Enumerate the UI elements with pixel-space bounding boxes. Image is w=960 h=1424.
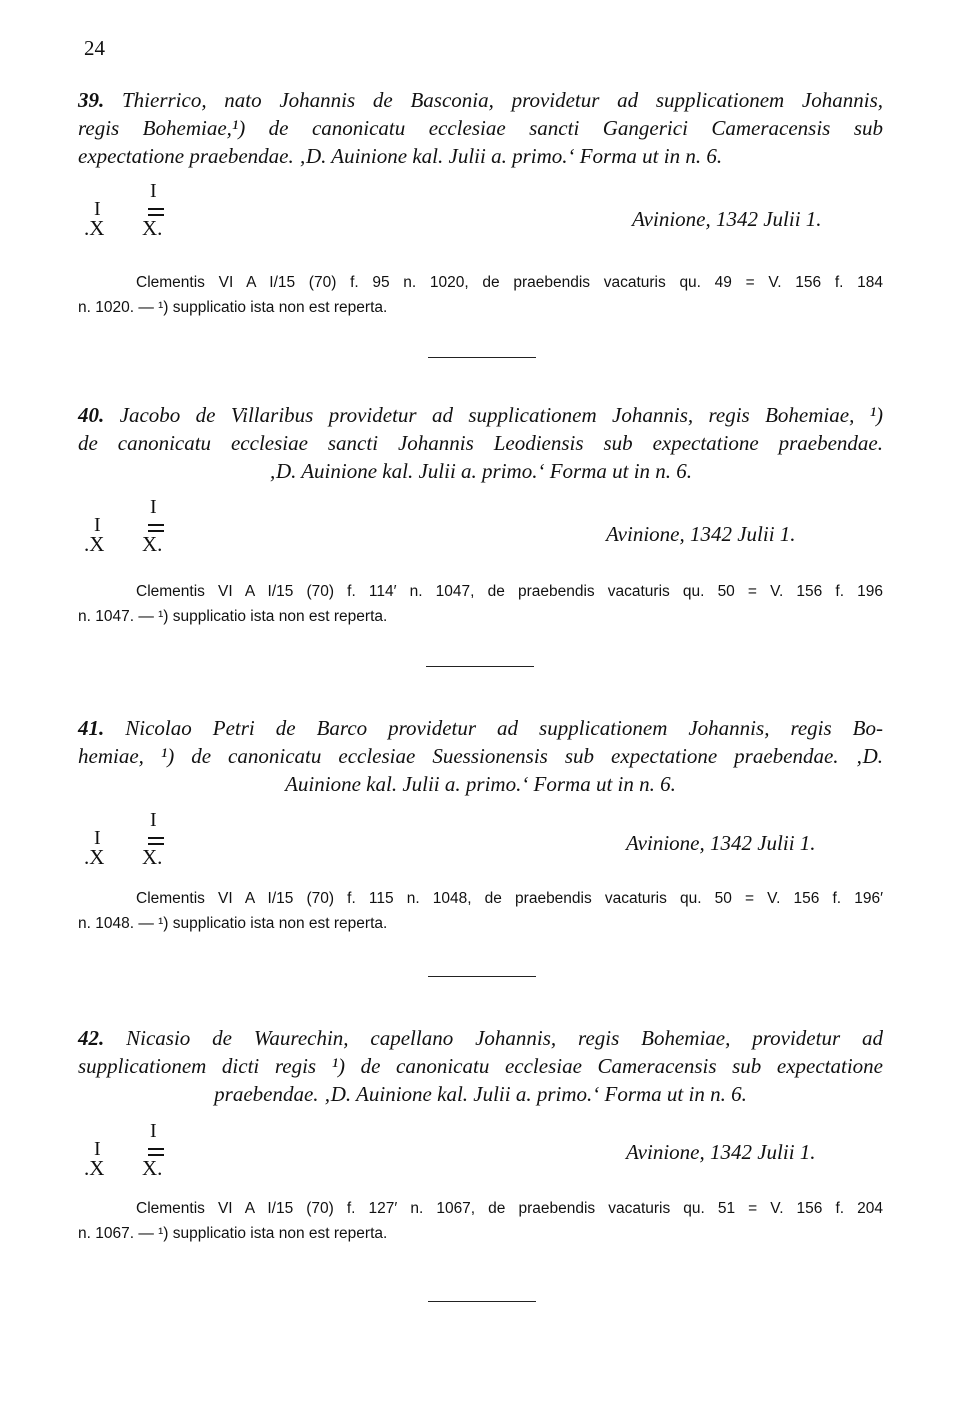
note-line: n. 1067. — ¹) supplicatio ista non est reperta. (78, 1225, 388, 1242)
registry-marks (84, 809, 194, 873)
note-line: Clementis VI A I/15 (70) f. 114′ n. 1047, de praebendis vacaturis qu. 50 = V. 156 f. 196 (136, 583, 883, 600)
entry-line: Auinione kal. Julii a. primo.‘ Forma ut in n. 6. (285, 772, 676, 796)
entry-line: hemiae, ¹) de canonicatu ecclesiae Suessionensis sub expectatione praebendae. ‚D. (78, 744, 883, 768)
page-number: 24 (84, 36, 105, 60)
entry-text (78, 86, 883, 170)
entry-number: 39. (78, 88, 105, 112)
entry-date: Avinione, 1342 Julii 1. (632, 207, 822, 231)
mark-top: I (150, 496, 157, 518)
double-rule-mark (148, 1148, 164, 1156)
mark-x-right: X. (142, 1156, 163, 1180)
mark-x-left: .X (84, 532, 105, 556)
mark-top: I (150, 809, 157, 831)
entry-date: Avinione, 1342 Julii 1. (626, 1140, 816, 1164)
entry-line: Nicasio de Waurechin, capellano Johannis, regis Bohemiae, providetur ad (126, 1026, 883, 1050)
entry-notes (78, 1196, 883, 1246)
entry-notes (78, 270, 883, 320)
entry-text (78, 714, 883, 798)
entry-41 (78, 714, 883, 798)
mark-x-right: X. (142, 532, 163, 556)
double-rule-mark (148, 208, 164, 216)
note-line: Clementis VI A I/15 (70) f. 95 n. 1020, de praebendis vacaturis qu. 49 = V. 156 f. 184 (136, 274, 883, 291)
double-rule-mark (148, 837, 164, 845)
entry-date: Avinione, 1342 Julii 1. (606, 522, 796, 546)
entry-line: supplicationem dicti regis ¹) de canonicatu ecclesiae Cameracensis sub expectatione (78, 1054, 883, 1078)
entry-text (78, 401, 883, 485)
entry-line: Nicolao Petri de Barco providetur ad supplicationem Johannis, regis Bo- (125, 716, 883, 740)
note-line: Clementis VI A I/15 (70) f. 127′ n. 1067, de praebendis vacaturis qu. 51 = V. 156 f. 204 (136, 1200, 883, 1217)
entry-line: ‚D. Auinione kal. Julii a. primo.‘ Forma ut in n. 6. (268, 459, 693, 483)
entry-date: Avinione, 1342 Julii 1. (626, 831, 816, 855)
registry-marks (84, 180, 194, 244)
entry-text (78, 1024, 883, 1108)
mark-x-left: .X (84, 1156, 105, 1180)
registry-marks (84, 1120, 194, 1184)
separator-rule (428, 976, 536, 977)
entry-42 (78, 1024, 883, 1108)
mark-left: I (94, 1138, 101, 1160)
note-line: n. 1047. — ¹) supplicatio ista non est reperta. (78, 608, 388, 625)
mark-top: I (150, 1120, 157, 1142)
entry-line: regis Bohemiae,¹) de canonicatu ecclesiae sancti Gangerici Cameracensis sub (78, 116, 883, 140)
mark-x-right: X. (142, 216, 163, 240)
entry-number: 42. (78, 1026, 105, 1050)
entry-line: Jacobo de Villaribus providetur ad supplicationem Johannis, regis Bohemiae, ¹) (119, 403, 883, 427)
entry-line: expectatione praebendae. ‚D. Auinione kal. Julii a. primo.‘ Forma ut in n. 6. (78, 144, 723, 168)
entry-line: de canonicatu ecclesiae sancti Johannis Leodiensis sub expectatione praebendae. (78, 431, 883, 455)
entry-line: Thierrico, nato Johannis de Basconia, providetur ad supplicationem Johannis, (121, 88, 884, 112)
note-line: n. 1020. — ¹) supplicatio ista non est reperta. (78, 299, 388, 316)
entry-40 (78, 401, 883, 485)
double-rule-mark (148, 524, 164, 532)
mark-x-left: .X (84, 845, 105, 869)
mark-top: I (150, 180, 157, 202)
mark-x-left: .X (84, 216, 105, 240)
entry-number: 40. (78, 403, 105, 427)
separator-rule (428, 357, 536, 358)
mark-left: I (94, 514, 101, 536)
entry-notes (78, 886, 883, 936)
entry-notes (78, 579, 883, 629)
note-line: n. 1048. — ¹) supplicatio ista non est reperta. (78, 915, 388, 932)
registry-marks (84, 496, 194, 560)
separator-rule (428, 1301, 536, 1302)
entry-line: praebendae. ‚D. Auinione kal. Julii a. primo.‘ Forma ut in n. 6. (214, 1082, 747, 1106)
entry-number: 41. (78, 716, 105, 740)
mark-left: I (94, 827, 101, 849)
note-line: Clementis VI A I/15 (70) f. 115 n. 1048, de praebendis vacaturis qu. 50 = V. 156 f. 196′ (136, 890, 883, 907)
separator-rule (426, 666, 534, 667)
mark-left: I (94, 198, 101, 220)
entry-39 (78, 86, 883, 170)
mark-x-right: X. (142, 845, 163, 869)
